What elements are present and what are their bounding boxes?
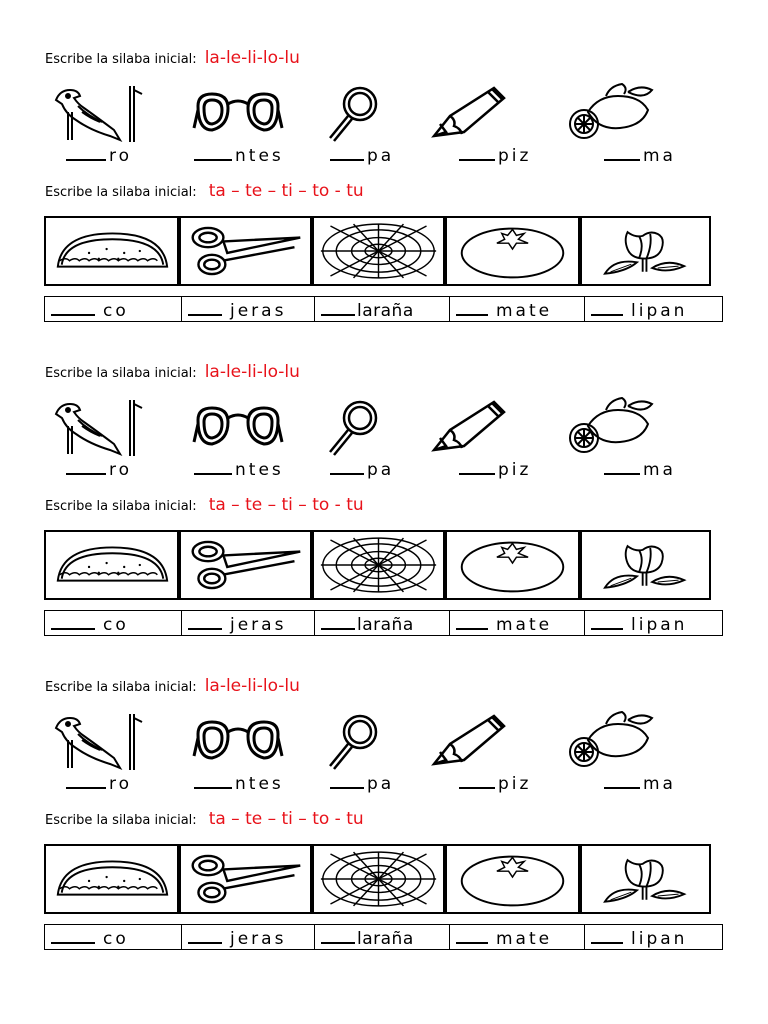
word-lemon bbox=[604, 144, 676, 166]
answer-blank[interactable] bbox=[188, 925, 222, 944]
spiderweb-icon bbox=[318, 535, 439, 595]
exercise-block bbox=[0, 0, 768, 321]
word-lemon bbox=[604, 772, 676, 794]
syllables-l: la-le-li-lo-lu bbox=[204, 48, 300, 68]
answer-blank[interactable] bbox=[321, 925, 355, 944]
tulip-cell bbox=[580, 532, 711, 598]
magnifier-icon bbox=[318, 82, 418, 146]
word-suffix: mate bbox=[496, 615, 553, 635]
word-suffix: piz bbox=[498, 146, 532, 166]
syllables-l: la-le-li-lo-lu bbox=[204, 676, 300, 696]
picture-strip bbox=[44, 844, 711, 914]
syllables-t: ta – te – ti – to - tu bbox=[208, 495, 364, 515]
word-suffix: ro bbox=[109, 146, 133, 166]
tulip-icon bbox=[586, 849, 705, 909]
word-suffix: co bbox=[103, 615, 129, 635]
word-suffix: jeras bbox=[230, 301, 287, 321]
word-pencil bbox=[459, 458, 531, 480]
word-suffix: jeras bbox=[230, 929, 287, 949]
answer-blank[interactable] bbox=[604, 144, 640, 161]
word-suffix: ma bbox=[643, 146, 676, 166]
word-suffix: lipan bbox=[631, 615, 688, 635]
word-glasses bbox=[194, 144, 284, 166]
word-suffix: co bbox=[103, 929, 129, 949]
lemon-icon bbox=[566, 396, 666, 460]
lemon-icon bbox=[566, 82, 666, 146]
answer-blank[interactable] bbox=[330, 772, 364, 789]
answer-blank[interactable] bbox=[459, 144, 495, 161]
table-cell-tomato bbox=[450, 925, 585, 949]
answer-blank[interactable] bbox=[591, 925, 623, 944]
word-parrot bbox=[66, 458, 132, 480]
syllables-t: ta – te – ti – to - tu bbox=[208, 181, 364, 201]
word-suffix: mate bbox=[496, 301, 553, 321]
picture-strip bbox=[44, 530, 711, 600]
word-magnifier bbox=[330, 772, 394, 794]
word-suffix: ntes bbox=[235, 146, 284, 166]
tulip-cell bbox=[580, 218, 711, 284]
web-cell bbox=[312, 846, 445, 912]
syllables-t: ta – te – ti – to - tu bbox=[208, 809, 364, 829]
word-suffix: laraña bbox=[357, 929, 414, 949]
answer-blank[interactable] bbox=[66, 772, 106, 789]
lemon-icon bbox=[566, 710, 666, 774]
word-suffix: ntes bbox=[235, 774, 284, 794]
magnifier-icon bbox=[318, 710, 418, 774]
instruction-l bbox=[45, 362, 300, 384]
word-glasses bbox=[194, 458, 284, 480]
tulip-cell bbox=[580, 846, 711, 912]
spiderweb-icon bbox=[318, 221, 439, 281]
taco-cell bbox=[44, 218, 179, 284]
glasses-icon bbox=[190, 82, 290, 146]
picture-strip bbox=[44, 216, 711, 286]
taco-cell bbox=[44, 532, 179, 598]
tulip-icon bbox=[586, 535, 705, 595]
instruction-label: Escribe la silaba inicial: bbox=[45, 52, 197, 67]
answer-blank[interactable] bbox=[456, 925, 488, 944]
pencil-icon bbox=[428, 710, 528, 774]
table-cell-web bbox=[315, 925, 450, 949]
pencil-icon bbox=[428, 82, 528, 146]
word-suffix: ma bbox=[643, 774, 676, 794]
answer-blank[interactable] bbox=[330, 458, 364, 475]
tomato-icon bbox=[451, 221, 574, 281]
parrot-icon bbox=[48, 82, 148, 146]
taco-icon bbox=[50, 849, 173, 909]
word-suffix: ro bbox=[109, 774, 133, 794]
answer-blank[interactable] bbox=[66, 458, 106, 475]
answer-blank[interactable] bbox=[194, 458, 232, 475]
instruction-t bbox=[45, 181, 364, 203]
spiderweb-icon bbox=[318, 849, 439, 909]
parrot-icon bbox=[48, 710, 148, 774]
scissors-cell bbox=[179, 218, 312, 284]
answer-blank[interactable] bbox=[51, 925, 95, 944]
web-cell bbox=[312, 218, 445, 284]
answer-blank[interactable] bbox=[604, 458, 640, 475]
pencil-icon bbox=[428, 396, 528, 460]
word-glasses bbox=[194, 772, 284, 794]
word-parrot bbox=[66, 772, 132, 794]
tomato-cell bbox=[445, 846, 580, 912]
instruction-label: Escribe la silaba inicial: bbox=[45, 499, 197, 514]
word-suffix: mate bbox=[496, 929, 553, 949]
instruction-label: Escribe la silaba inicial: bbox=[45, 680, 197, 695]
table-cell-tulip bbox=[585, 925, 722, 949]
word-suffix: pa bbox=[367, 460, 395, 480]
taco-icon bbox=[50, 535, 173, 595]
word-suffix: ro bbox=[109, 460, 133, 480]
syllables-l: la-le-li-lo-lu bbox=[204, 362, 300, 382]
instruction-l bbox=[45, 676, 300, 698]
tomato-cell bbox=[445, 218, 580, 284]
instruction-label: Escribe la silaba inicial: bbox=[45, 185, 197, 200]
answer-blank[interactable] bbox=[194, 144, 232, 161]
word-magnifier bbox=[330, 458, 394, 480]
parrot-icon bbox=[48, 396, 148, 460]
word-suffix: ntes bbox=[235, 460, 284, 480]
exercise-block bbox=[0, 628, 768, 949]
tulip-icon bbox=[586, 221, 705, 281]
answer-blank[interactable] bbox=[330, 144, 364, 161]
glasses-icon bbox=[190, 710, 290, 774]
word-suffix: jeras bbox=[230, 615, 287, 635]
answer-blank[interactable] bbox=[604, 772, 640, 789]
answer-blank[interactable] bbox=[459, 458, 495, 475]
instruction-label: Escribe la silaba inicial: bbox=[45, 813, 197, 828]
instruction-l bbox=[45, 48, 300, 70]
answer-blank[interactable] bbox=[459, 772, 495, 789]
word-suffix: piz bbox=[498, 774, 532, 794]
word-suffix: co bbox=[103, 301, 129, 321]
taco-icon bbox=[50, 221, 173, 281]
taco-cell bbox=[44, 846, 179, 912]
tomato-icon bbox=[451, 849, 574, 909]
word-suffix: laraña bbox=[357, 301, 414, 321]
word-suffix: ma bbox=[643, 460, 676, 480]
scissors-icon bbox=[185, 849, 306, 909]
word-suffix: pa bbox=[367, 146, 395, 166]
word-magnifier bbox=[330, 144, 394, 166]
word-suffix: pa bbox=[367, 774, 395, 794]
word-pencil bbox=[459, 772, 531, 794]
scissors-icon bbox=[185, 535, 306, 595]
scissors-cell bbox=[179, 532, 312, 598]
word-suffix: laraña bbox=[357, 615, 414, 635]
word-parrot bbox=[66, 144, 132, 166]
word-lemon bbox=[604, 458, 676, 480]
instruction-t bbox=[45, 809, 364, 831]
instruction-t bbox=[45, 495, 364, 517]
scissors-cell bbox=[179, 846, 312, 912]
exercise-block bbox=[0, 314, 768, 635]
table-cell-scissors bbox=[182, 925, 315, 949]
answer-blank[interactable] bbox=[194, 772, 232, 789]
web-cell bbox=[312, 532, 445, 598]
word-suffix: lipan bbox=[631, 929, 688, 949]
instruction-label: Escribe la silaba inicial: bbox=[45, 366, 197, 381]
scissors-icon bbox=[185, 221, 306, 281]
magnifier-icon bbox=[318, 396, 418, 460]
glasses-icon bbox=[190, 396, 290, 460]
word-suffix: piz bbox=[498, 460, 532, 480]
word-pencil bbox=[459, 144, 531, 166]
word-table bbox=[44, 924, 723, 950]
tomato-icon bbox=[451, 535, 574, 595]
word-suffix: lipan bbox=[631, 301, 688, 321]
answer-blank[interactable] bbox=[66, 144, 106, 161]
tomato-cell bbox=[445, 532, 580, 598]
table-cell-taco bbox=[45, 925, 182, 949]
